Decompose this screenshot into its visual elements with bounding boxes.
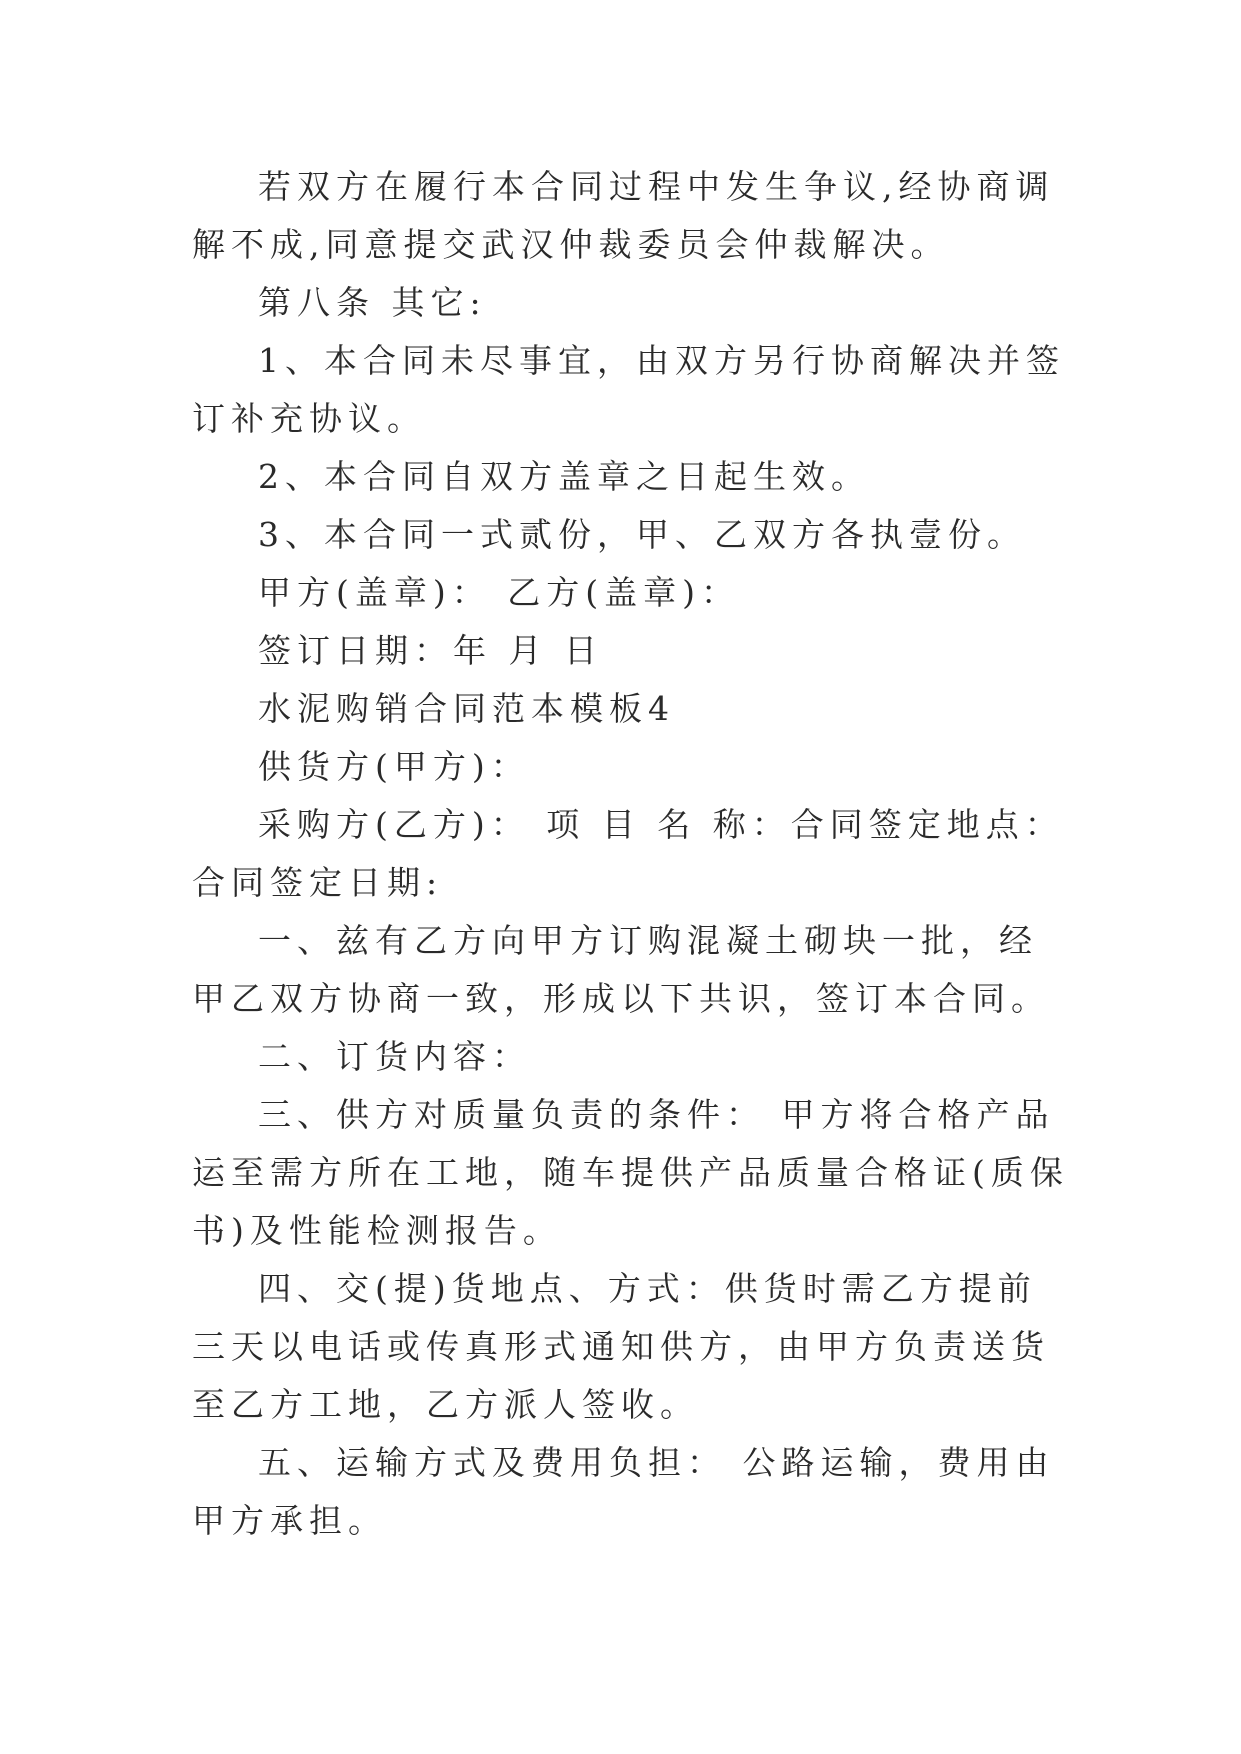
paragraph-signing-date: 签订日期：年 月 日 [258, 631, 603, 670]
paragraph-seal-line: 甲方(盖章)： 乙方(盖章)： [258, 573, 740, 612]
paragraph-clause-five: 五、运输方式及费用负担： 公路运输，费用由甲方承担。 [192, 1443, 1055, 1540]
paragraph-other-matters-3: 3、本合同一式贰份，甲、乙双方各执壹份。 [258, 515, 1026, 554]
paragraph-clause-four: 四、交(提)货地点、方式：供货时需乙方提前三天以电话或传真形式通知供方，由甲方负责送货至乙方工地，乙方派人签收。 [192, 1269, 1050, 1424]
paragraph-template-title: 水泥购销合同范本模板4 [258, 689, 675, 728]
paragraph-purchaser: 采购方(乙方)： 项 目 名 称：合同签定地点：合同签定日期: [192, 805, 1064, 902]
paragraph-supplier: 供货方(甲方)： [258, 747, 530, 786]
paragraph-clause-one: 一、兹有乙方向甲方订购混凝土砌块一批，经甲乙双方协商一致，形成以下共识，签订本合同。 [192, 921, 1050, 1018]
paragraph-other-matters-2: 2、本合同自双方盖章之日起生效。 [258, 457, 870, 496]
paragraph-article-eight-heading: 第八条 其它: [258, 283, 487, 322]
paragraph-dispute-resolution: 若双方在履行本合同过程中发生争议,经协商调解不成,同意提交武汉仲裁委员会仲裁解决。 [192, 167, 1055, 264]
paragraph-other-matters-1: 1、本合同未尽事宜，由双方另行协商解决并签订补充协议。 [192, 341, 1065, 438]
paragraph-clause-three: 三、供方对质量负责的条件： 甲方将合格产品运至需方所在工地，随车提供产品质量合格证(质保书)及性能检测报告。 [192, 1095, 1069, 1250]
paragraph-clause-two: 二、订货内容： [258, 1037, 531, 1076]
document-body [192, 158, 1072, 1550]
